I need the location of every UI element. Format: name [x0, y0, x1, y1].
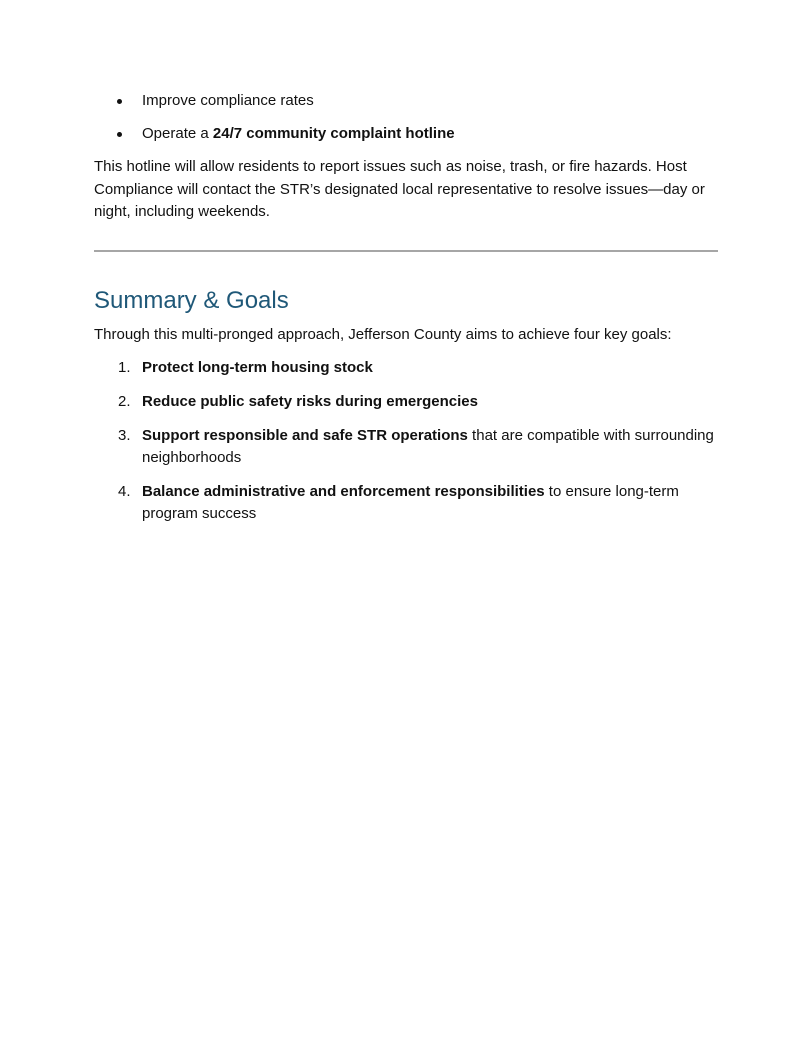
document-page [94, 90, 718, 537]
section-intro: Through this multi-pronged approach, Jefferson County aims to achieve four key goals: [94, 325, 672, 343]
goals-list [94, 357, 718, 525]
bullet-text: Improve compliance rates [142, 92, 314, 109]
list-item [94, 391, 718, 413]
list-item [94, 357, 718, 379]
goal-bold-text: Support responsible and safe STR operations [142, 427, 468, 444]
section-heading: Summary & Goals [94, 286, 289, 314]
bullet-icon [117, 99, 122, 104]
goal-bold-text: Reduce public safety risks during emergencies [142, 393, 478, 410]
goal-bold-text: Balance administrative and enforcement responsibilities [142, 483, 545, 500]
list-item [94, 425, 718, 469]
bullet-list [94, 90, 718, 145]
bullet-bold-text: 24/7 community complaint hotline [212, 125, 455, 142]
list-number: 4. [118, 483, 131, 500]
list-item [94, 123, 718, 145]
goal-bold-text: Protect long-term housing stock [142, 359, 373, 376]
horizontal-divider [94, 250, 718, 252]
list-number: 3. [118, 427, 131, 444]
bullet-icon [117, 132, 122, 137]
list-number: 1. [118, 359, 131, 376]
list-number: 2. [118, 393, 131, 410]
goal-text: that are compatible with surrounding neighborhoods [142, 427, 714, 466]
hotline-paragraph: This hotline will allow residents to report issues such as noise, trash, or fire hazards. Host Compliance will contact the STR’s designated local representative to resolve issues—day or night, including weekends. [94, 158, 705, 220]
bullet-text: Operate a [142, 125, 213, 142]
goal-text: to ensure long-term program success [142, 483, 679, 522]
list-item [94, 90, 718, 112]
list-item [94, 481, 718, 525]
